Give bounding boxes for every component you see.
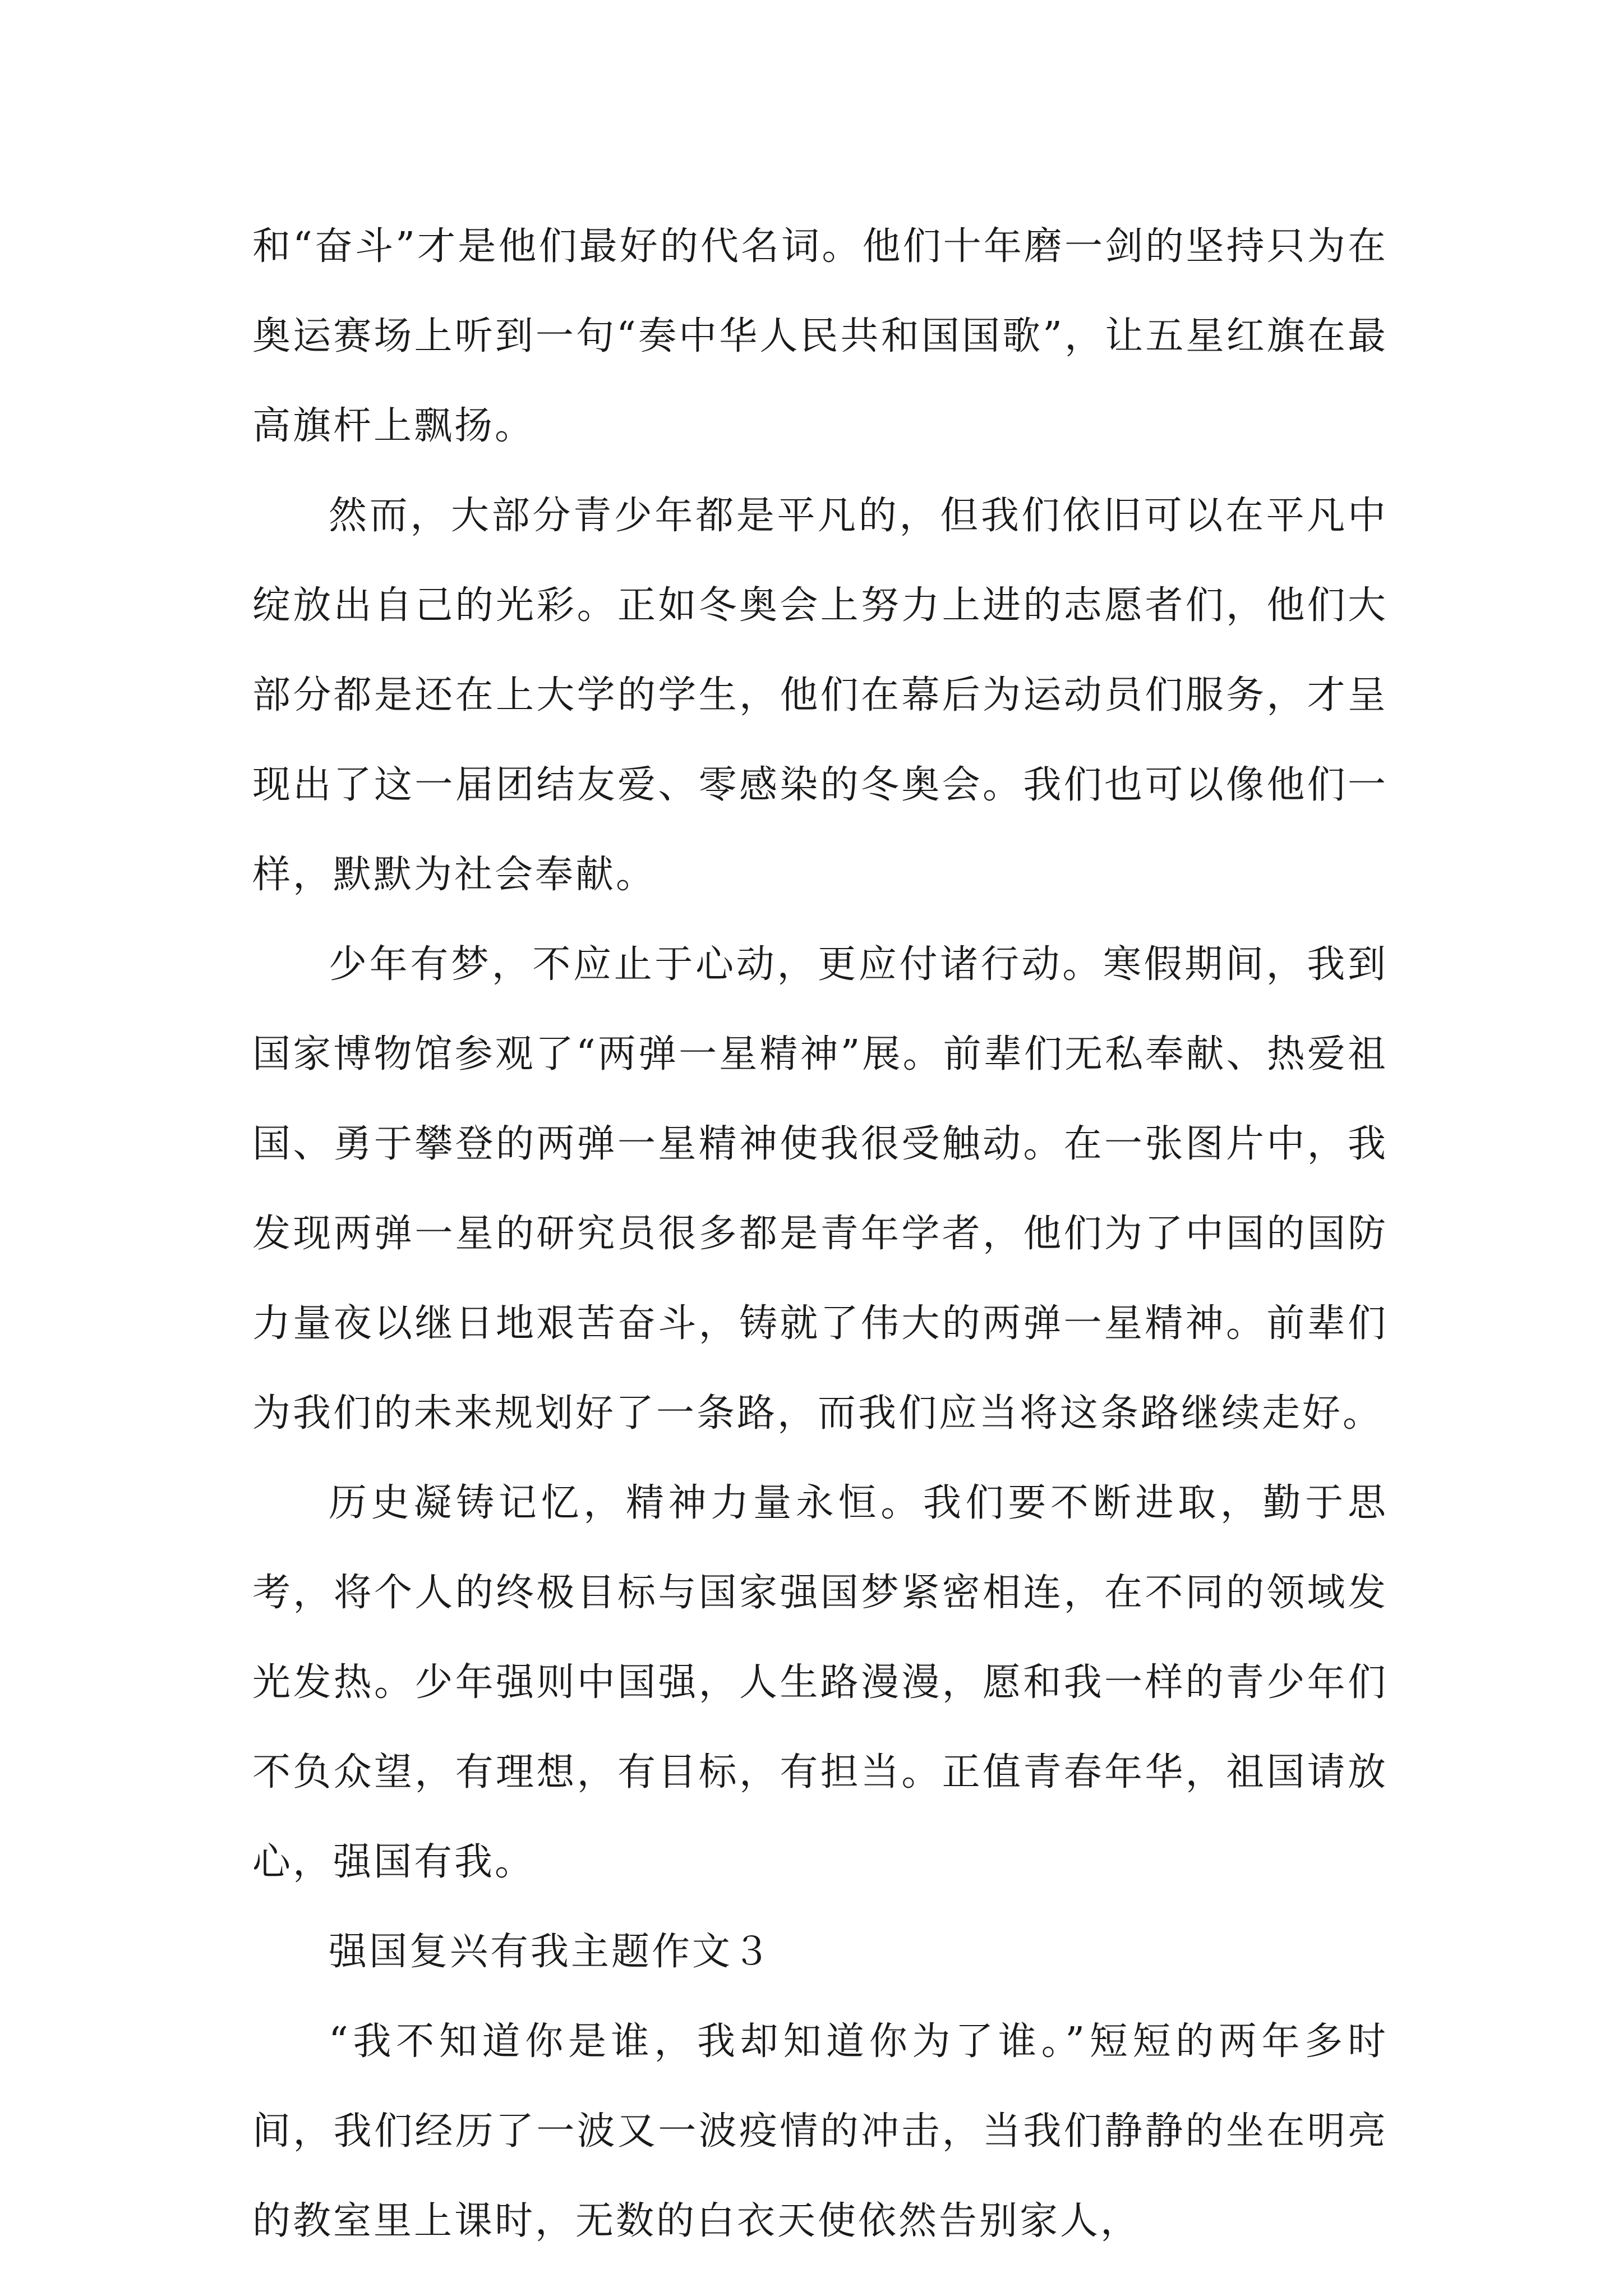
- section-paragraph: “我不知道你是谁，我却知道你为了谁。”短短的两年多时间，我们经历了一波又一波疫情的冲击，当我们静静的坐在明亮的教室里上课时，无数的白衣天使依然告别家人，: [252, 2019, 1388, 2243]
- document-body: [252, 202, 1388, 2266]
- section-heading: 强国复兴有我主题作文３: [329, 1930, 773, 1974]
- paragraph-4: 历史凝铸记忆，精神力量永恒。我们要不断进取，勤于思考，将个人的终极目标与国家强国梦紧密相连，在不同的领域发光发热。少年强则中国强，人生路漫漫，愿和我一样的青少年们不负众望，有理想，有目标，有担当。正值青春年华，祖国请放心，强国有我。: [252, 1481, 1388, 1884]
- paragraph-2: 然而，大部分青少年都是平凡的，但我们依旧可以在平凡中绽放出自己的光彩。正如冬奥会上努力上进的志愿者们，他们大部分都是还在上大学的学生，他们在幕后为运动员们服务，才呈现出了这一届团结友爱、零感染的冬奥会。我们也可以像他们一样，默默为社会奉献。: [252, 494, 1388, 897]
- paragraph-1: 和“奋斗”才是他们最好的代名词。他们十年磨一剑的坚持只为在奥运赛场上听到一句“奏中华人民共和国国歌”，让五星红旗在最高旗杆上飘扬。: [252, 224, 1388, 448]
- paragraph-3: 少年有梦，不应止于心动，更应付诸行动。寒假期间，我到国家博物馆参观了“两弹一星精神”展。前辈们无私奉献、热爱祖国、勇于攀登的两弹一星精神使我很受触动。在一张图片中，我发现两弹一星的研究员很多都是青年学者，他们为了中国的国防力量夜以继日地艰苦奋斗，铸就了伟大的两弹一星精神。前辈们为我们的未来规划好了一条路，而我们应当将这条路继续走好。: [252, 942, 1388, 1435]
